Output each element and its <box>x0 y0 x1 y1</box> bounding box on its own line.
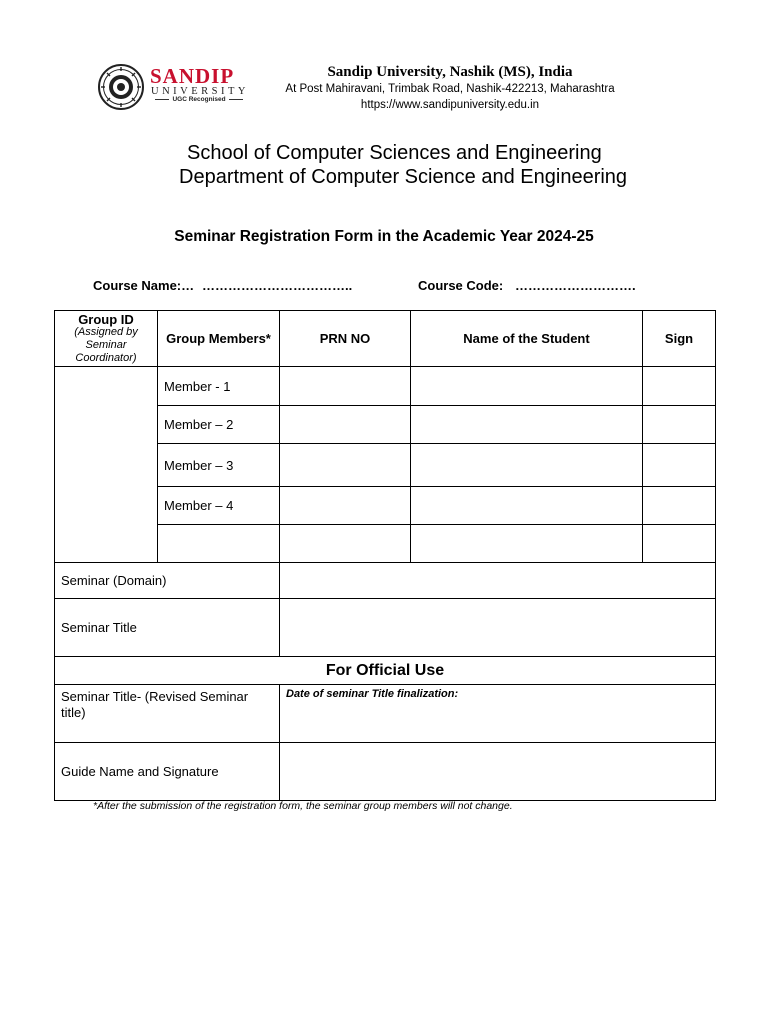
table-row <box>55 367 716 406</box>
revised-title-label: Seminar Title- (Revised Seminar title) <box>55 685 280 743</box>
member-label <box>158 525 280 563</box>
group-id-header <box>55 311 158 367</box>
course-name-label: Course Name:… <box>93 278 195 293</box>
prn-cell[interactable] <box>280 487 411 525</box>
prn-cell[interactable] <box>280 367 411 406</box>
prn-cell[interactable] <box>280 406 411 444</box>
date-finalization-field[interactable] <box>280 685 716 743</box>
course-code-label: Course Code: <box>418 278 504 293</box>
university-header <box>270 63 630 113</box>
seminar-domain-field[interactable] <box>280 563 716 599</box>
guide-label: Guide Name and Signature <box>55 743 280 801</box>
official-use-row <box>55 657 716 685</box>
header-row <box>55 311 716 367</box>
prn-header: PRN NO <box>280 311 411 367</box>
sign-cell[interactable] <box>643 406 716 444</box>
member-label: Member – 4 <box>158 487 280 525</box>
prn-cell[interactable] <box>280 525 411 563</box>
registration-table <box>54 310 716 801</box>
seminar-domain-row <box>55 563 716 599</box>
prn-cell[interactable] <box>280 444 411 487</box>
university-logo <box>97 64 252 110</box>
university-name: Sandip University, Nashik (MS), India <box>327 64 573 80</box>
group-id-cell[interactable] <box>55 367 158 563</box>
date-finalization-label: Date of seminar Title finalization: <box>286 688 459 700</box>
member-label: Member – 2 <box>158 406 280 444</box>
group-members-header: Group Members* <box>158 311 280 367</box>
seminar-title-field[interactable] <box>280 599 716 657</box>
school-name: School of Computer Sciences and Engineering <box>187 142 602 164</box>
student-name-header: Name of the Student <box>411 311 643 367</box>
seminar-title-label: Seminar Title <box>55 599 280 657</box>
sign-header: Sign <box>643 311 716 367</box>
department-name: Department of Computer Science and Engineering <box>179 166 628 188</box>
group-id-note: (Assigned by Seminar Coordinator) <box>74 325 138 364</box>
student-name-cell[interactable] <box>411 444 643 487</box>
logo-tagline: UGC Recognised <box>149 96 249 104</box>
logo-subtitle: UNIVERSITY <box>151 86 249 97</box>
student-name-cell[interactable] <box>411 406 643 444</box>
logo-name: SANDIP <box>150 64 235 88</box>
student-name-cell[interactable] <box>411 367 643 406</box>
sign-cell[interactable] <box>643 367 716 406</box>
sign-cell[interactable] <box>643 525 716 563</box>
course-code-field: ………………………. <box>515 278 636 293</box>
member-label: Member - 1 <box>158 367 280 406</box>
seminar-domain-label: Seminar (Domain) <box>55 563 280 599</box>
revised-title-row <box>55 685 716 743</box>
sign-cell[interactable] <box>643 444 716 487</box>
guide-field[interactable] <box>280 743 716 801</box>
form-title: Seminar Registration Form in the Academic Year 2024-25 <box>174 228 594 245</box>
seminar-title-row <box>55 599 716 657</box>
sign-cell[interactable] <box>643 487 716 525</box>
guide-row <box>55 743 716 801</box>
university-address: At Post Mahiravani, Trimbak Road, Nashik-422213, Maharashtra <box>285 83 615 95</box>
course-name-field: …………………………….. <box>202 278 353 293</box>
student-name-cell[interactable] <box>411 487 643 525</box>
university-website: https://www.sandipuniversity.edu.in <box>360 99 540 111</box>
footnote: *After the submission of the registration form, the seminar group members will not change. <box>93 800 513 812</box>
university-seal-icon <box>97 64 145 110</box>
official-use-heading: For Official Use <box>55 657 716 685</box>
student-name-cell[interactable] <box>411 525 643 563</box>
member-label: Member – 3 <box>158 444 280 487</box>
group-id-title: Group ID <box>78 311 134 327</box>
